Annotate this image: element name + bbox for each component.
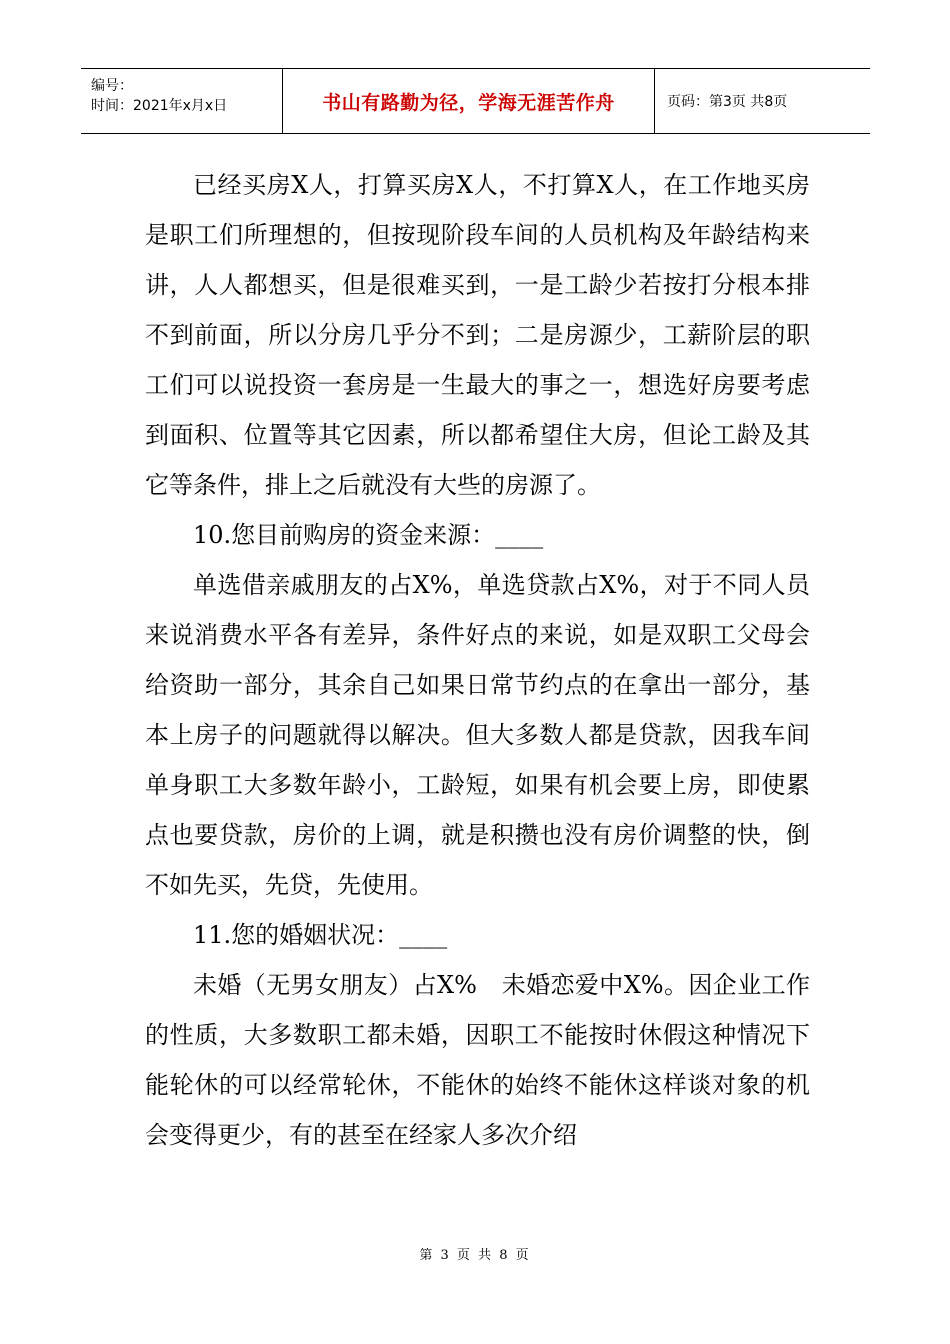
question-10: 10.您目前购房的资金来源：____ xyxy=(193,521,544,549)
header-meta xyxy=(81,69,283,133)
motto-text: 书山有路勤为径，学海无涯苦作舟 xyxy=(322,91,615,114)
paragraph: 未婚（无男女朋友）占X% 未婚恋爱中X%。因企业工作的性质，大多数职工都未婚，因职工不能按时休假这种情况下能轮休的可以经常轮休，不能休的始终不能休这样谈对象的机会变得更少，有的甚至在经家人多次介绍 xyxy=(145,971,810,1149)
page-info-text: 页码：第3页 共8页 xyxy=(667,94,788,110)
header-page-info xyxy=(655,69,870,133)
question-11: 11.您的婚姻状况：____ xyxy=(193,921,448,949)
document-header xyxy=(81,68,870,134)
paragraph: 单选借亲戚朋友的占X%，单选贷款占X%，对于不同人员来说消费水平各有差异，条件好点的来说，如是双职工父母会给资助一部分，其余自己如果日常节约点的在拿出一部分，基本上房子的问题就得以解决。但大多数人都是贷款，因我车间单身职工大多数年龄小，工龄短，如果有机会要上房，即使累点也要贷款，房价的上调，就是积攒也没有房价调整的快，倒不如先买，先贷，先使用。 xyxy=(145,571,810,899)
page-footer xyxy=(0,1244,950,1263)
document-number-label: 编号： xyxy=(91,78,133,94)
header-motto xyxy=(283,69,655,133)
document-body xyxy=(145,160,810,1160)
footer-page-number: 第 3 页 共 8 页 xyxy=(419,1248,531,1263)
document-date: 时间：2021年x月x日 xyxy=(91,98,228,114)
paragraph: 已经买房X人，打算买房X人，不打算X人，在工作地买房是职工们所理想的，但按现阶段车间的人员机构及年龄结构来讲，人人都想买，但是很难买到，一是工龄少若按打分根本排不到前面，所以分房几乎分不到；二是房源少，工薪阶层的职工们可以说投资一套房是一生最大的事之一，想选好房要考虑到面积、位置等其它因素，所以都希望住大房，但论工龄及其它等条件，排上之后就没有大些的房源了。 xyxy=(145,171,810,499)
